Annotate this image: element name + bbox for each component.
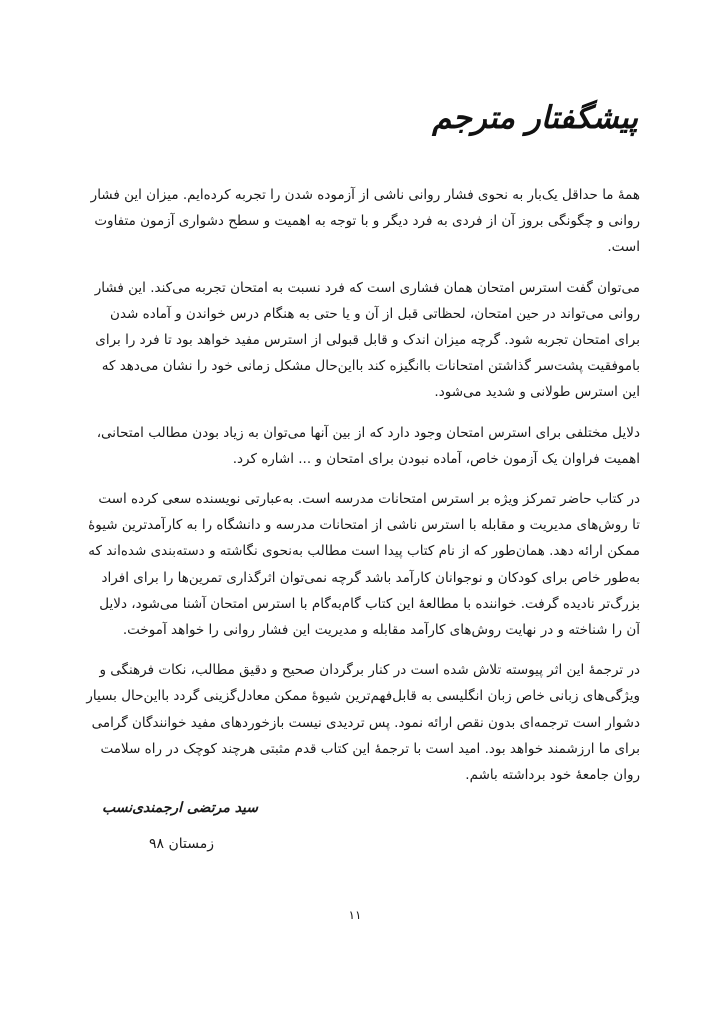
page-title: پیشگفتار مترجم xyxy=(432,100,638,136)
text-line: باموفقیت پشت‌سر گذاشتن امتحانات باانگیزه کند بااین‌حال مشکل زمانی خود را نشان می‌دهد که xyxy=(101,358,640,375)
text-line: بزرگ‌تر نادیده گرفت. خواننده با مطالعهٔ این کتاب گام‌به‌گام با استرس امتحان آشنا می‌شود، دلایل xyxy=(99,595,640,612)
text-line: روان جامعهٔ خود برداشته باشم. xyxy=(465,767,640,784)
text-line: ویژگی‌های زبانی خاص زبان انگلیسی به قابل‌فهم‌ترین شیوهٔ ممکن معادل‌گزینی گردد بااین‌حال بسیار xyxy=(86,688,640,705)
text-line: روانی و چگونگی بروز آن از فردی به فرد دیگر و با توجه به اهمیت و سطح دشواری آزمون متفاوت xyxy=(94,213,640,230)
page-number: ۱۱ xyxy=(348,908,362,922)
body-text xyxy=(66,182,640,802)
paragraph-5 xyxy=(66,657,640,788)
text-line: تا روش‌های مدیریت و مقابله با استرس ناشی از امتحانات مدرسه و دانشگاه را به کارآمدترین شیوهٔ xyxy=(88,517,640,534)
text-line: می‌توان گفت استرس امتحان همان فشاری است که فرد نسبت به امتحان تجربه می‌کند. این فشار xyxy=(94,279,640,296)
paragraph-1 xyxy=(66,182,640,261)
paragraph-3 xyxy=(66,420,640,472)
text-line: به‌طور خاص برای کودکان و نوجوانان کارآمد باشد گرچه نمی‌توان اثرگذاری تمرین‌ها را برای افراد xyxy=(101,569,640,586)
translator-name: سید مرتضی ارجمندی‌نسب xyxy=(101,800,258,816)
signature-date: زمستان ۹۸ xyxy=(148,836,214,852)
text-line: دلایل مختلفی برای استرس امتحان وجود دارد که از بین آنها می‌توان به زیاد بودن مطالب امتحانی، xyxy=(96,424,640,441)
text-line: روانی می‌تواند در حین امتحان، لحظاتی قبل از آن و یا حتی به هنگام درس خواندن و آماده شدن xyxy=(110,305,640,322)
text-line: است. xyxy=(607,239,640,256)
text-line: برای ما ارزشمند خواهد بود. امید است با ترجمهٔ این کتاب قدم مثبتی هرچند کوچک در راه سلامت xyxy=(100,740,640,757)
text-line: آن را شناخته و در نهایت روش‌های کارآمد مقابله و مدیریت این فشار روانی را خواهد آموخت. xyxy=(122,622,640,639)
text-line: برای امتحان تجربه شود. گرچه میزان اندک و قابل قبولی از استرس مفید خواهد بود تا فرد را برای xyxy=(95,332,640,349)
text-line: ممکن ارائه دهد. همان‌طور که از نام کتاب پیدا است مطالب به‌نحوی نگاشته و دسته‌بندی شده‌اند که xyxy=(88,543,640,560)
text-line: دشوار است ترجمه‌ای بدون نقص ارائه نمود. پس تردیدی نیست بازخوردهای مفید خوانندگان گرامی xyxy=(91,714,640,731)
paragraph-4 xyxy=(66,486,640,643)
text-line: همهٔ ما حداقل یک‌بار به نحوی فشار روانی ناشی از آزموده شدن را تجربه کرده‌ایم. میزان این فشار xyxy=(90,187,640,203)
text-line: در کتاب حاضر تمرکز ویژه بر استرس امتحانات مدرسه است. به‌عبارتی نویسنده سعی کرده است xyxy=(98,491,640,508)
paragraph-2 xyxy=(66,275,640,406)
text-line: این استرس طولانی و شدید می‌شود. xyxy=(434,384,640,401)
text-line: در ترجمهٔ این اثر پیوسته تلاش شده است در کنار برگردان صحیح و دقیق مطالب، نکات فرهنگی و xyxy=(99,662,640,679)
text-line: اهمیت فراوان یک آزمون خاص، آماده نبودن برای امتحان و ... اشاره کرد. xyxy=(232,450,640,467)
